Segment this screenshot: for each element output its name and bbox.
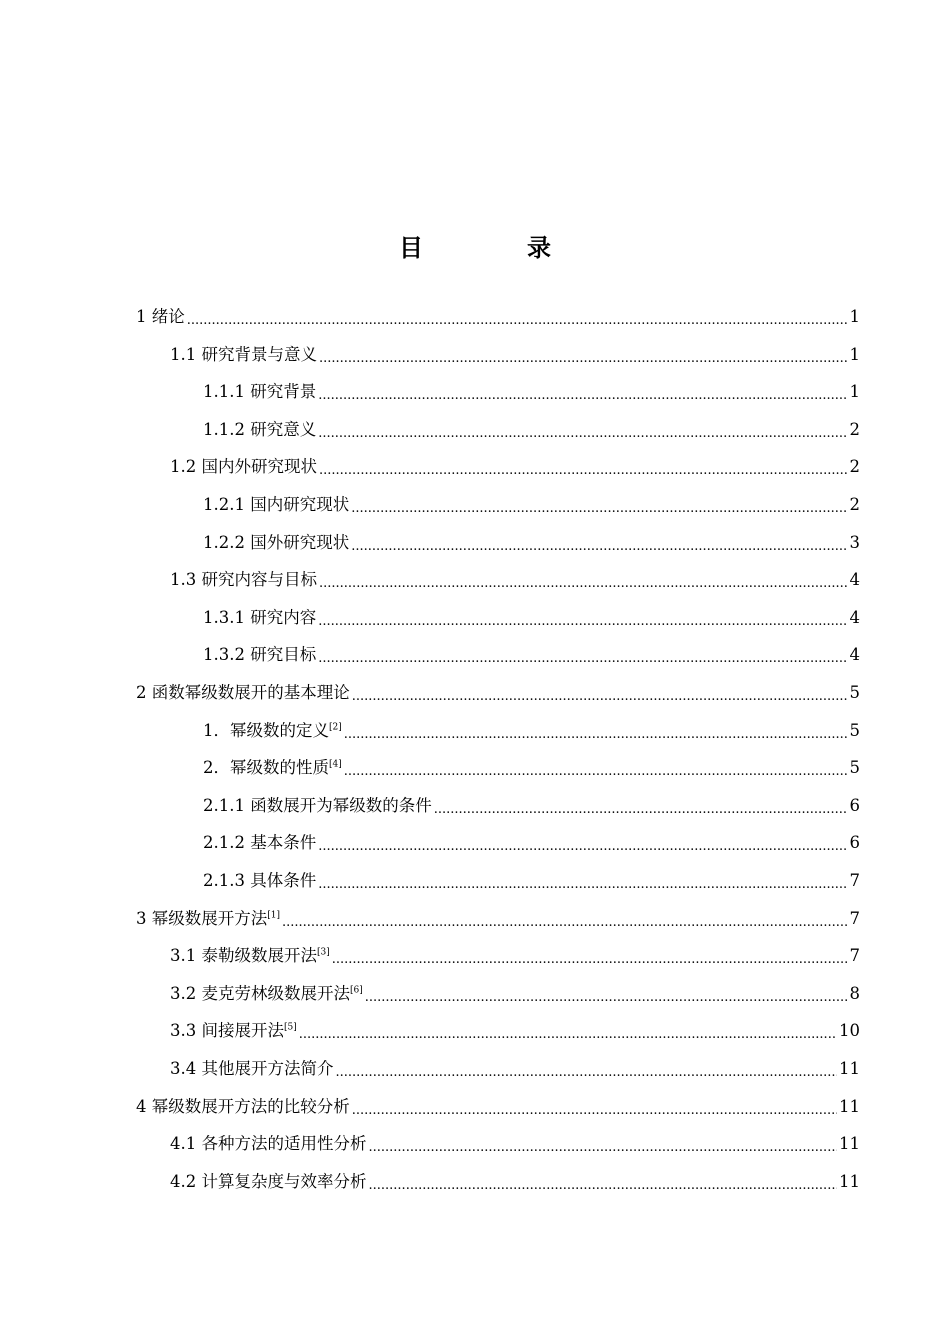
toc-entry-label: 1.2 国内外研究现状 [170,457,317,477]
toc-entry[interactable] [203,749,860,787]
toc-page-number: 4 [849,607,860,627]
toc-entry-label: 1.1.1 研究背景 [203,382,317,402]
toc-entry[interactable] [170,448,860,486]
toc-page-number: 3 [849,532,860,552]
citation-ref: [1] [267,910,280,921]
toc-dot-leader [282,904,848,942]
toc-entry[interactable] [136,1088,860,1126]
toc-dot-leader [319,565,848,603]
toc-dot-leader [318,377,847,415]
toc-dot-leader [332,941,848,979]
toc-page-number: 7 [849,908,860,928]
toc-dot-leader [318,828,847,866]
toc-entry[interactable] [203,824,860,862]
toc-page-number: 11 [839,1171,860,1191]
toc-page-number: 10 [839,1021,860,1041]
citation-ref: [4] [329,759,342,770]
toc-entry[interactable] [136,674,860,712]
toc-entry[interactable] [203,599,860,637]
toc-entry[interactable] [136,298,860,336]
toc-dot-leader [351,490,847,528]
toc-entry[interactable] [203,486,860,524]
toc-dot-leader [318,640,847,678]
toc-entry[interactable] [136,900,860,938]
toc-page-number: 2 [849,457,860,477]
toc-dot-leader [319,340,848,378]
toc-entry-label: 4.2 计算复杂度与效率分析 [170,1171,367,1191]
toc-dot-leader [365,979,848,1017]
toc-entry-label: 1 绪论 [136,307,185,326]
toc-dot-leader [352,1092,837,1130]
toc-entry-label: 1．幂级数的定义[2] [203,720,342,740]
toc-entry[interactable] [203,862,860,900]
toc-entry-label: 3.2 麦克劳林级数展开法[6] [170,983,363,1003]
toc-dot-leader [336,1054,838,1092]
toc-entry-label: 1.3.2 研究目标 [203,645,317,665]
toc-entry-label: 2 函数幂级数展开的基本理论 [136,683,350,702]
citation-ref: [6] [350,985,363,996]
toc-entry-label: 2．幂级数的性质[4] [203,758,342,778]
toc-entry-label: 1.1.2 研究意义 [203,419,317,439]
toc-entry[interactable] [203,787,860,825]
toc-entry[interactable] [203,373,860,411]
toc-entry[interactable] [170,975,860,1013]
toc-entry[interactable] [203,524,860,562]
page-title: 目 录 [399,234,591,262]
toc-entry[interactable] [203,636,860,674]
toc-dot-leader [318,603,847,641]
toc-dot-leader [344,753,848,791]
toc-page-number: 4 [849,645,860,665]
toc-page-number: 7 [849,871,860,890]
citation-ref: [5] [284,1022,297,1033]
toc-page-number: 6 [849,833,860,853]
toc-entry-label: 1.3.1 研究内容 [203,607,317,627]
toc-entry-label: 1.2.1 国内研究现状 [203,495,350,514]
toc-page-number: 11 [839,1134,860,1154]
toc-page-number: 5 [849,683,860,702]
toc-page-number: 11 [839,1096,860,1116]
toc-entry-label: 1.1 研究背景与意义 [170,344,317,364]
toc-entry[interactable] [170,1050,860,1088]
toc-entry[interactable] [170,937,860,975]
toc-entry[interactable] [170,1163,860,1201]
toc-entry-label: 2.1.2 基本条件 [203,833,317,853]
toc-page-number: 5 [849,758,860,778]
toc-dot-leader [187,302,848,340]
toc-entry[interactable] [170,1012,860,1050]
toc-page-number: 2 [849,419,860,439]
toc-dot-leader [369,1167,838,1205]
toc-entry[interactable] [203,712,860,750]
toc-entry-label: 4 幂级数展开方法的比较分析 [136,1096,350,1116]
toc-entry-label: 3.4 其他展开方法简介 [170,1059,334,1078]
toc-entry-label: 2.1.1 函数展开为幂级数的条件 [203,795,432,815]
toc-page-number: 11 [839,1059,860,1078]
toc-page-number: 8 [849,983,860,1003]
toc-dot-leader [344,716,848,754]
toc-dot-leader [319,452,848,490]
toc-page-number: 7 [849,946,860,966]
toc-entry-label: 3.3 间接展开法[5] [170,1021,297,1041]
toc-entry[interactable] [170,561,860,599]
toc-entry-label: 4.1 各种方法的适用性分析 [170,1134,367,1154]
toc-dot-leader [434,791,848,829]
toc-entry-label: 2.1.3 具体条件 [203,871,317,890]
toc-entry-label: 1.3 研究内容与目标 [170,570,317,590]
toc-dot-leader [318,866,847,904]
toc-page-number: 2 [849,495,860,514]
toc-dot-leader [351,528,847,566]
toc-entry[interactable] [170,336,860,374]
toc-page-number: 5 [849,720,860,740]
toc-entry-label: 1.2.2 国外研究现状 [203,532,350,552]
toc-page-number: 1 [849,382,860,402]
citation-ref: [3] [317,947,330,958]
citation-ref: [2] [329,722,342,733]
toc-entry-label: 3.1 泰勒级数展开法[3] [170,946,330,966]
toc-dot-leader [352,678,848,716]
toc-entry[interactable] [170,1125,860,1163]
toc-page-number: 6 [849,795,860,815]
toc-page-number: 4 [849,570,860,590]
toc-dot-leader [369,1129,838,1167]
toc-dot-leader [318,415,847,453]
toc-page-number: 1 [849,307,860,326]
toc-entry-label: 3 幂级数展开方法[1] [136,908,280,928]
toc-entry[interactable] [203,411,860,449]
toc-dot-leader [299,1016,837,1054]
toc-page-number: 1 [849,344,860,364]
